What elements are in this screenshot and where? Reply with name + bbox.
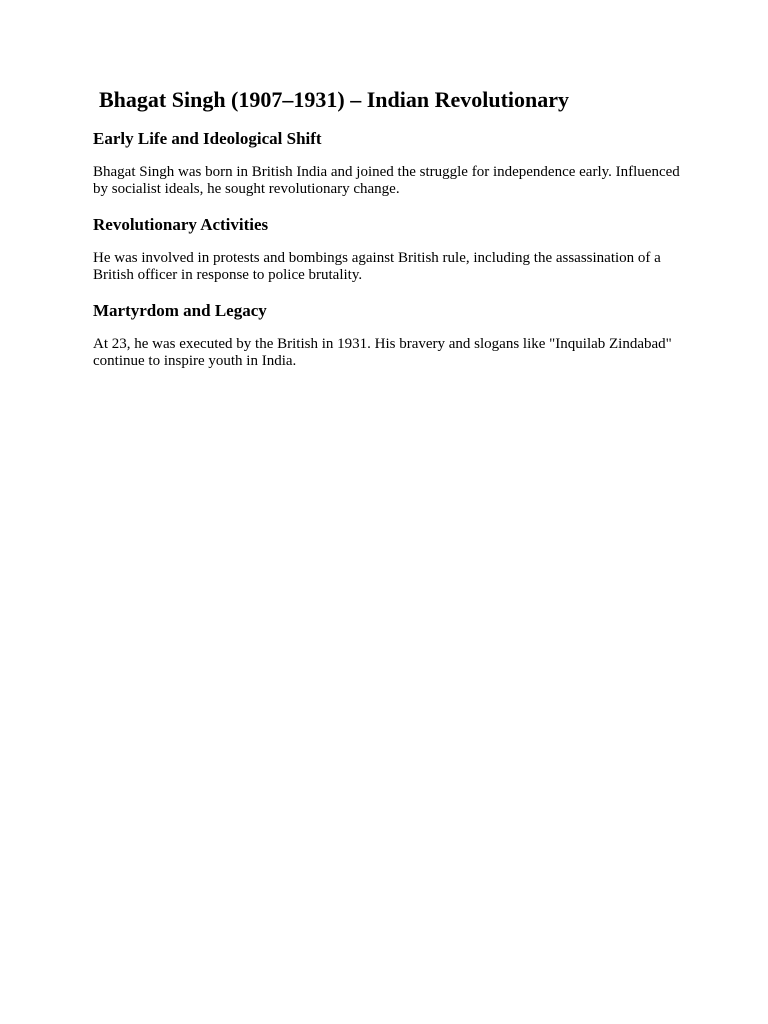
document-page bbox=[93, 86, 683, 370]
section-body-revolutionary-activities: He was involved in protests and bombings against British rule, including the assassination of a British officer in response to police brutality. bbox=[93, 250, 661, 283]
section-body-martyrdom-legacy: At 23, he was executed by the British in 1931. His bravery and slogans like "Inquilab Zindabad" continue to inspire youth in India. bbox=[93, 336, 672, 369]
section-heading-martyrdom-legacy: Martyrdom and Legacy bbox=[93, 301, 267, 320]
section-heading-revolutionary-activities: Revolutionary Activities bbox=[93, 215, 269, 234]
section-body-early-life: Bhagat Singh was born in British India and joined the struggle for independence early. Influenced by socialist ideals, he sought revolutionary change. bbox=[93, 164, 680, 197]
section-heading-early-life: Early Life and Ideological Shift bbox=[93, 129, 322, 148]
document-title: Bhagat Singh (1907–1931) – Indian Revolutionary bbox=[99, 87, 570, 112]
